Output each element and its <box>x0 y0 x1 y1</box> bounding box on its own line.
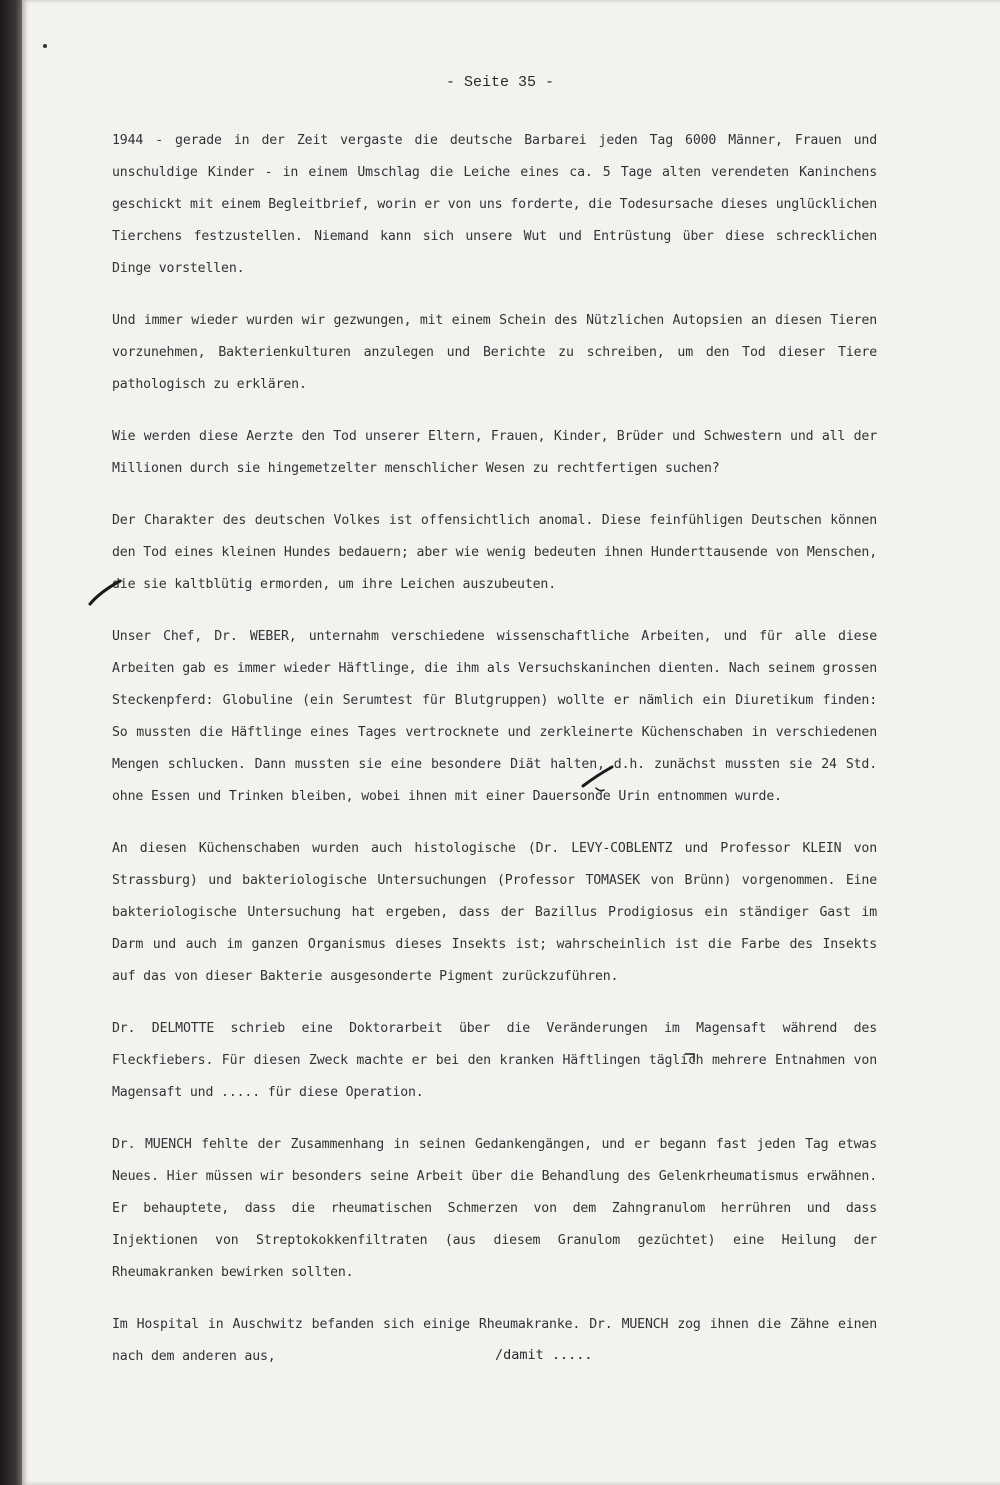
body-text <box>112 125 877 1393</box>
paragraph-8: Dr. MUENCH fehlte der Zusammenhang in seinen Gedankengängen, und er begann fast jeden Tag etwas Neues. Hier müssen wir besonders seine Arbeit über die Behandlung des Gelenkrheumatismus erwähnen. Er behauptete, dass die rheumatischen Schmerzen von dem Zahngranulom herrühren und dass Injektionen von Streptokokkenfiltraten (aus diesem Granulom gezüchtet) eine Heilung der Rheumakranken bewirken sollten. <box>112 1137 877 1280</box>
pen-slash-mark-right <box>578 762 618 796</box>
paragraph-3: Wie werden diese Aerzte den Tod unserer Eltern, Frauen, Kinder, Brüder und Schwestern und all der Millionen durch sie hingemetzelter menschlicher Wesen zu rechtfertigen suchen? <box>112 429 877 476</box>
paragraph-4: Der Charakter des deutschen Volkes ist offensichtlich anomal. Diese feinfühligen Deutschen können den Tod eines kleinen Hundes bedauern; aber wie wenig bedeuten ihnen Hunderttausende von Menschen, die sie kaltblütig ermorden, um ihre Leichen auszubeuten. <box>112 513 877 592</box>
margin-speck <box>43 44 47 48</box>
continuation-note: /damit ..... <box>495 1347 593 1363</box>
paragraph-9: Im Hospital in Auschwitz befanden sich einige Rheumakranke. Dr. MUENCH zog ihnen die Zähne einen nach dem anderen aus, <box>112 1317 877 1364</box>
paragraph-2: Und immer wieder wurden wir gezwungen, mit einem Schein des Nützlichen Autopsien an diesen Tieren vorzunehmen, Bakterienkulturen anzulegen und Berichte zu schreiben, um den Tod dieser Tiere pathologisch zu erklären. <box>112 313 877 392</box>
page-number-header: - Seite 35 - <box>445 74 555 91</box>
paragraph-1: 1944 - gerade in der Zeit vergaste die deutsche Barbarei jeden Tag 6000 Männer, Frauen und unschuldige Kinder - in einem Umschlag die Leiche eines ca. 5 Tage alten verendeten Kaninchens geschickt mit einem Begleitbrief, worin er von uns forderte, die Todesursache dieses unglücklichen Tierchens festzustellen. Niemand kann sich unsere Wut und Entrüstung über diese schrecklichen Dinge vorstellen. <box>112 133 877 276</box>
paragraph-5: Unser Chef, Dr. WEBER, unternahm verschiedene wissenschaftliche Arbeiten, und für alle diese Arbeiten gab es immer wieder Häftlinge, die ihm als Versuchskaninchen dienten. Nach seinem grossen Steckenpferd: Globuline (ein Serumtest für Blutgruppen) wollte er nämlich ein Diuretikum finden: So mussten die Häftlinge eines Tages vertrocknete und zerkleinerte Küchenschaben in verschiedenen Mengen schlucken. Dann mussten sie eine besondere Diät halten, d.h. zunächst mussten sie 24 Std. ohne Essen und Trinken bleiben, wobei ihnen mit einer Dauersonde Urin entnommen wurde. <box>112 629 877 804</box>
pen-slash-mark-left <box>86 578 126 608</box>
paragraph-7: Dr. DELMOTTE schrieb eine Doktorarbeit über die Veränderungen im Magensaft während des Fleckfiebers. Für diesen Zweck machte er bei den kranken Häftlingen täglich mehrere Entnahmen von Magensaft und ..... für diese Operation. <box>112 1021 877 1100</box>
pen-corner-mark <box>684 1052 698 1064</box>
paragraph-6: An diesen Küchenschaben wurden auch histologische (Dr. LEVY-COBLENTZ und Professor KLEIN von Strassburg) und bakteriologische Untersuchungen (Professor TOMASEK von Brünn) vorgenommen. Eine bakteriologische Untersuchung hat ergeben, dass der Bazillus Prodigiosus ein ständiger Gast im Darm und auch im ganzen Organismus dieses Insekts ist; wahrscheinlich ist die Farbe des Insekts auf das von dieser Bakterie ausgesonderte Pigment zurückzuführen. <box>112 841 877 984</box>
binding-edge <box>0 0 22 1485</box>
